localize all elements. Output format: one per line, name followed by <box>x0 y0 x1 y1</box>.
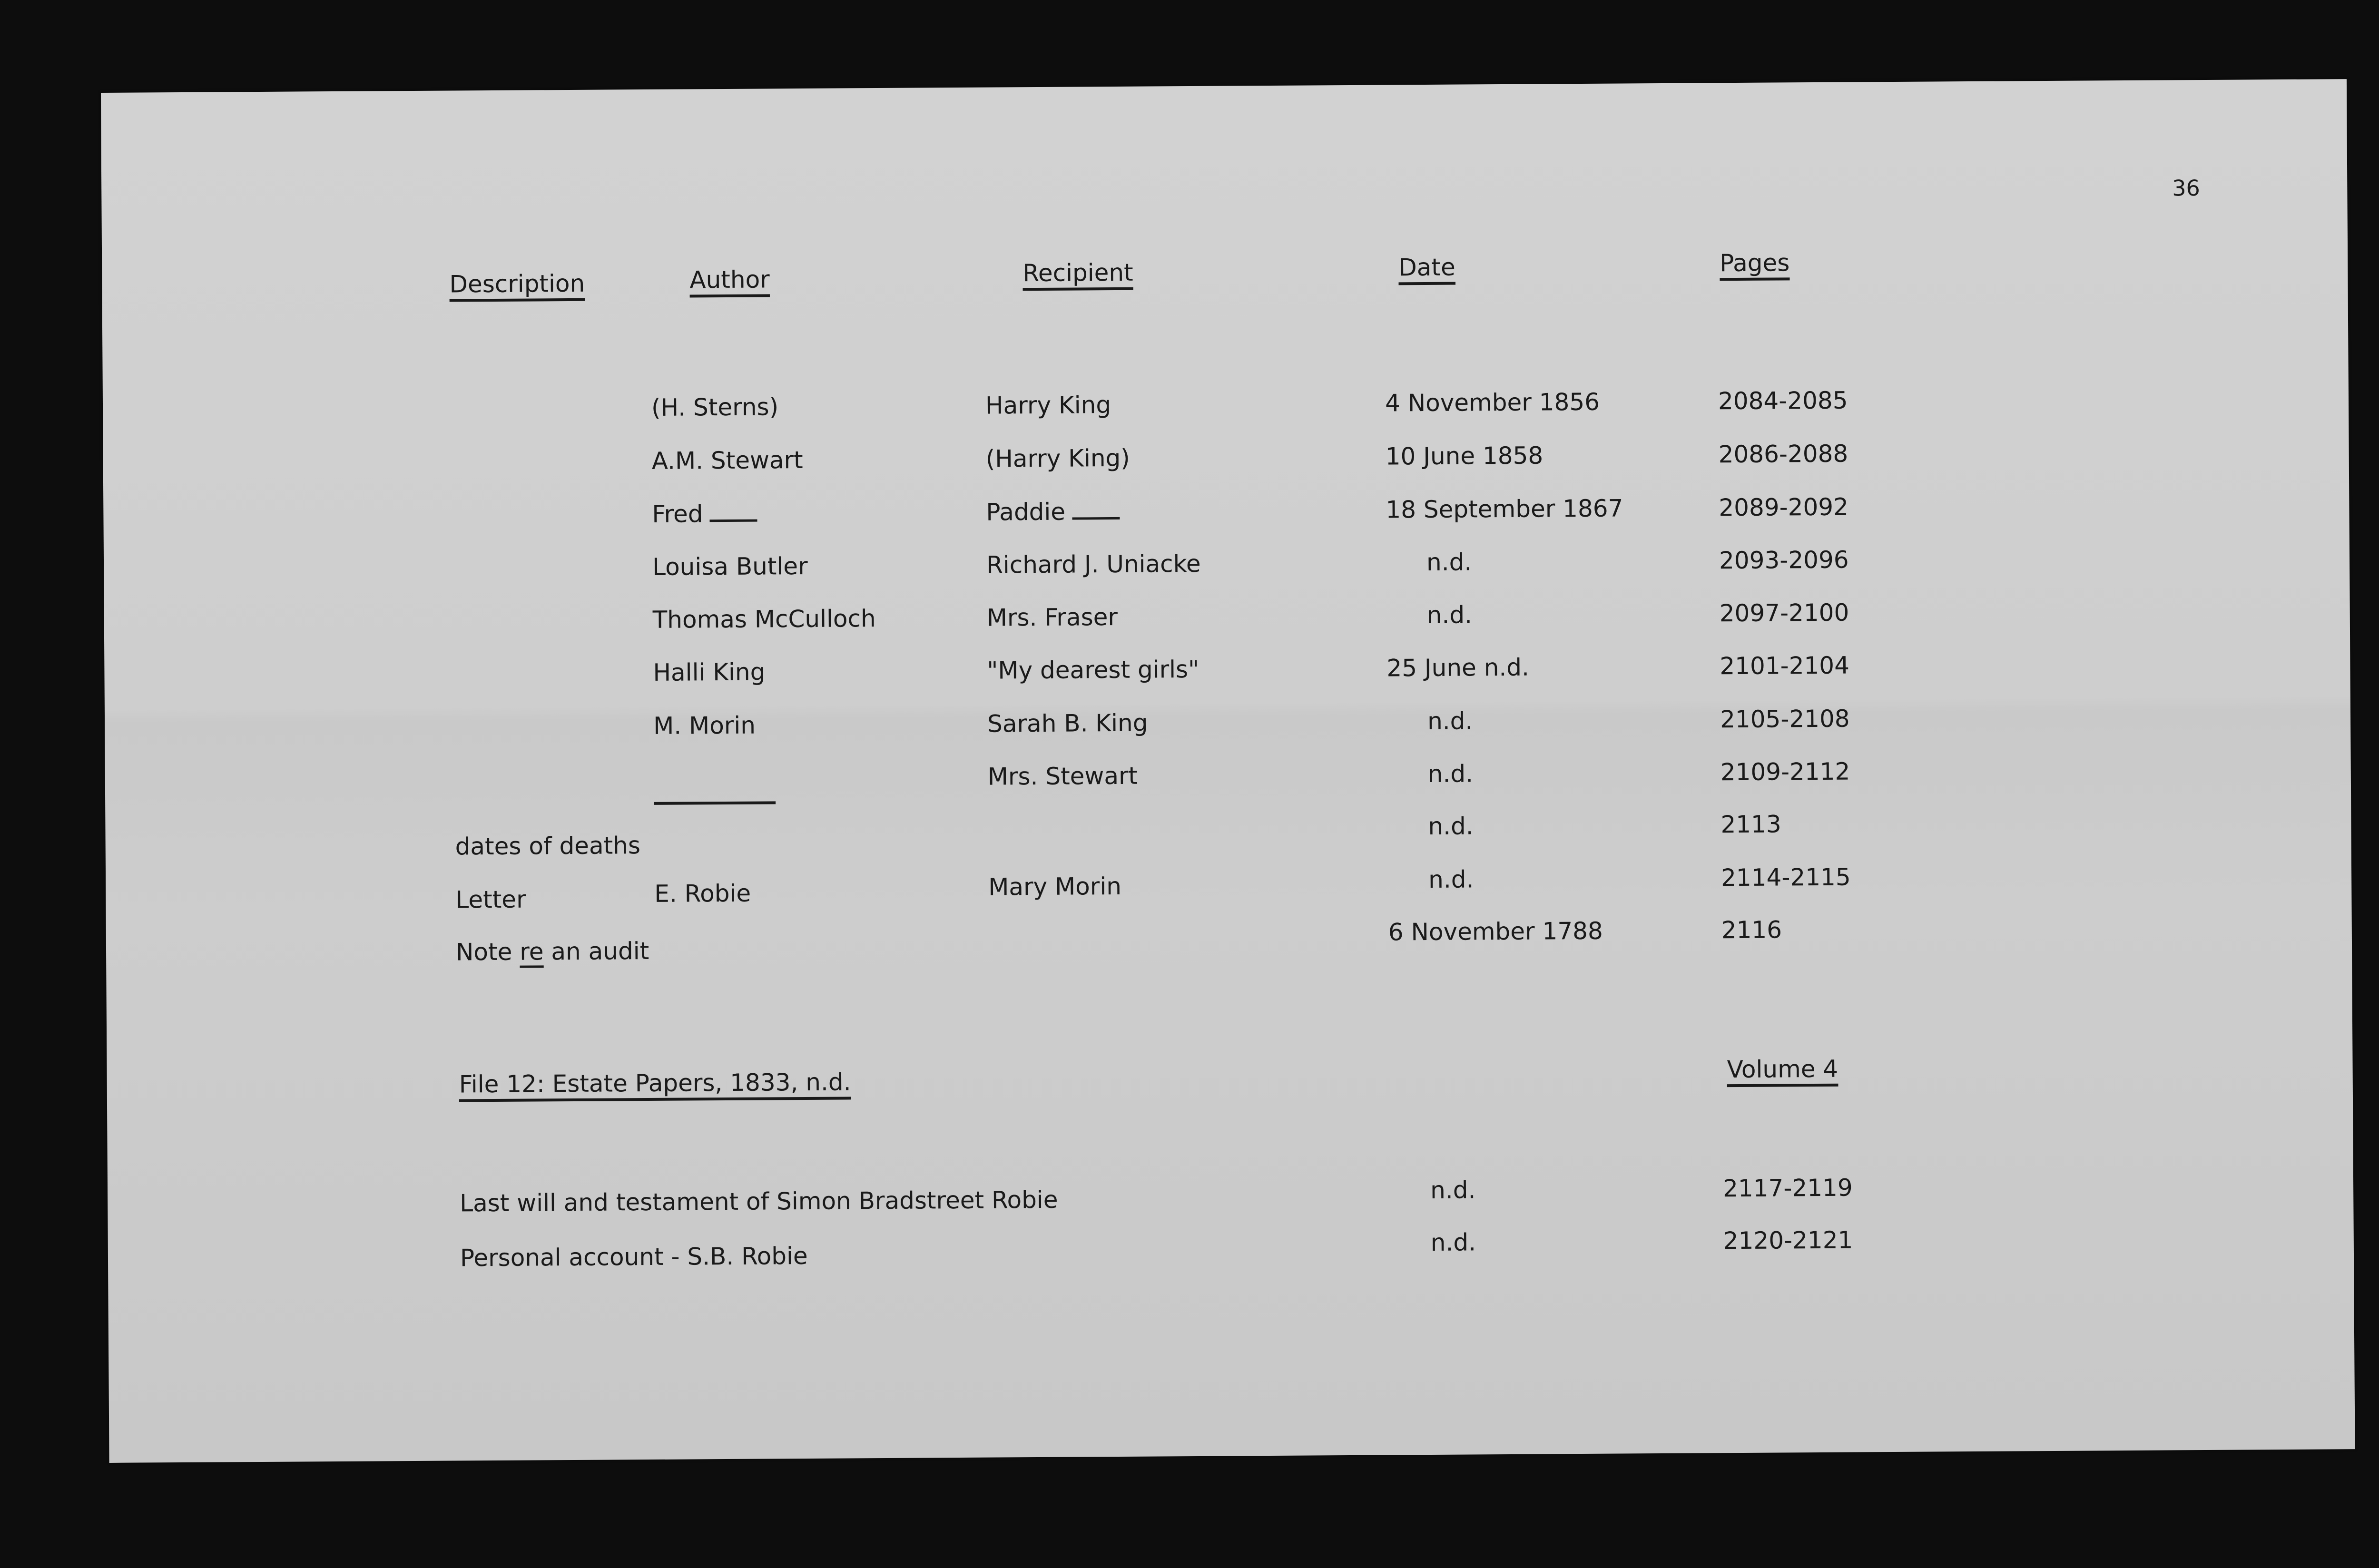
pages-cell: 2109-2112 <box>1720 757 1850 786</box>
description-cell: Personal account - S.B. Robie <box>460 1242 808 1272</box>
header-pages: Pages <box>1720 249 1790 277</box>
header-date: Date <box>1398 253 1455 282</box>
blank-author-line <box>654 801 776 805</box>
date-cell: 18 September 1867 <box>1386 494 1623 524</box>
recipient-cell: (Harry King) <box>985 444 1130 473</box>
volume-label: Volume 4 <box>1727 1055 1838 1084</box>
description-text: an audit <box>543 937 649 966</box>
description-cell: Last will and testament of Simon Bradstreet Robie <box>460 1186 1058 1217</box>
date-cell: 4 November 1856 <box>1385 388 1600 417</box>
table-row <box>104 596 2350 647</box>
recipient-cell: Mary Morin <box>988 872 1122 901</box>
document-page <box>101 79 2355 1463</box>
recipient-cell: Mrs. Fraser <box>986 603 1118 632</box>
recipient-cell: Richard J. Uniacke <box>986 549 1201 579</box>
description-text: Note <box>455 938 520 966</box>
blank-line <box>709 505 757 522</box>
date-cell: n.d. <box>1430 1176 1476 1204</box>
table-row <box>105 755 2351 806</box>
table-row <box>108 1171 2353 1223</box>
header-description: Description <box>449 269 585 298</box>
header-author: Author <box>689 265 770 294</box>
author-cell: A.M. Stewart <box>651 446 803 475</box>
pages-cell: 2113 <box>1720 810 1781 839</box>
date-cell: n.d. <box>1427 760 1474 788</box>
date-cell: 25 June n.d. <box>1386 653 1530 682</box>
date-cell: n.d. <box>1427 707 1473 735</box>
pages-cell: 2105-2108 <box>1720 705 1850 734</box>
author-cell: Louisa Butler <box>652 552 808 581</box>
author-cell: Halli King <box>653 658 766 686</box>
page-number: 36 <box>2172 175 2201 201</box>
author-cell <box>652 500 757 528</box>
pages-cell: 2101-2104 <box>1720 651 1850 680</box>
header-recipient: Recipient <box>1022 258 1133 287</box>
table-row <box>103 490 2349 542</box>
date-cell: n.d. <box>1426 548 1472 576</box>
table-row <box>104 648 2350 700</box>
author-cell: E. Robie <box>654 879 751 908</box>
pages-cell: 2097-2100 <box>1719 598 1849 627</box>
section-title: File 12: Estate Papers, 1833, n.d. <box>459 1068 851 1098</box>
pages-cell: 2114-2115 <box>1720 863 1851 892</box>
recipient-cell: Mrs. Stewart <box>987 762 1138 791</box>
table-row <box>103 383 2349 435</box>
description-cell: dates of deaths <box>455 832 641 861</box>
description-cell <box>456 937 649 966</box>
recipient-text: Paddie <box>986 498 1066 526</box>
pages-cell: 2084-2085 <box>1718 386 1848 415</box>
pages-cell: 2117-2119 <box>1722 1174 1853 1203</box>
author-cell: (H. Sterns) <box>651 393 779 421</box>
date-cell: n.d. <box>1426 601 1473 629</box>
table-row <box>106 912 2352 964</box>
date-cell: 6 November 1788 <box>1388 917 1603 946</box>
pages-cell: 2116 <box>1721 916 1782 944</box>
recipient-cell: "My dearest girls" <box>987 655 1199 685</box>
pages-cell: 2089-2092 <box>1719 493 1849 522</box>
description-cell: Letter <box>455 885 526 914</box>
recipient-cell: Sarah B. King <box>987 709 1148 738</box>
recipient-cell <box>986 498 1120 526</box>
table-row <box>108 1223 2354 1275</box>
table-row <box>104 543 2350 595</box>
blank-line <box>1072 503 1120 520</box>
date-cell: 10 June 1858 <box>1385 441 1543 470</box>
description-underlined: re <box>520 938 544 966</box>
pages-cell: 2093-2096 <box>1719 546 1849 575</box>
table-row <box>105 702 2350 754</box>
author-text: Fred <box>652 500 703 528</box>
recipient-cell: Harry King <box>985 391 1111 420</box>
date-cell: n.d. <box>1428 812 1474 840</box>
pages-cell: 2086-2088 <box>1718 440 1848 469</box>
pages-cell: 2120-2121 <box>1723 1226 1853 1255</box>
date-cell: n.d. <box>1430 1228 1476 1256</box>
table-row <box>103 437 2349 489</box>
author-cell: M. Morin <box>653 711 756 740</box>
author-cell: Thomas McCulloch <box>652 605 876 634</box>
date-cell: n.d. <box>1428 865 1474 893</box>
